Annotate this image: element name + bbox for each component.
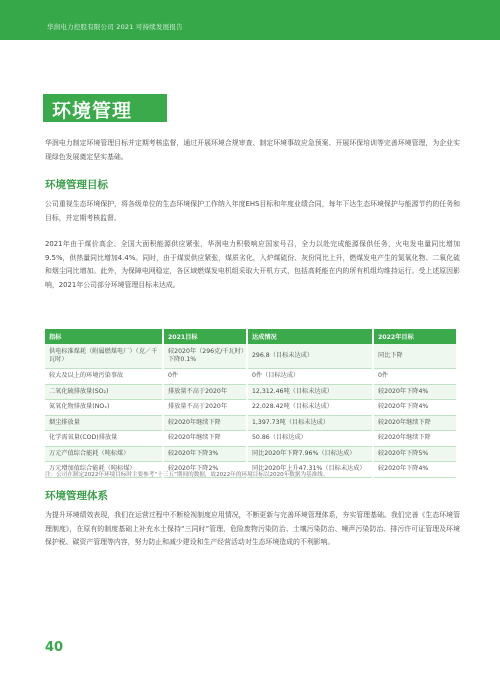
table-row	[45, 431, 457, 447]
table-cell: 较2020年下降4%	[373, 462, 457, 478]
table-cell: 较2020年下降2%	[163, 462, 247, 478]
header-bar	[0, 0, 500, 40]
table-cell: 较2020年下降4%	[373, 384, 457, 400]
table-header-cell: 2022年目标	[373, 329, 457, 344]
table-cell: 同比2020年下降7.96%（目标达成）	[247, 446, 373, 462]
table-row	[45, 384, 457, 400]
table-header-cell: 2021目标	[163, 329, 247, 344]
intro-paragraph: 华润电力制定环境管理目标并定期考核监督，通过开展环境合规审查、制定环境事故应急预案、开展环保培训等完善环境管理，为企业实现绿色发展奠定坚实基础。	[45, 139, 460, 161]
table-cell: 50.86（目标达成）	[247, 431, 373, 447]
section-heading-system: 环境管理体系	[45, 490, 108, 502]
table-cell: 较2020年（296克/千瓦时）下降0.1%	[163, 344, 247, 369]
table-cell: 万元增加值综合能耗（吨标煤）	[45, 462, 163, 478]
table-cell: 较2020年继续下降	[373, 431, 457, 447]
system-paragraph: 为提升环境绩效表现，我们在运营过程中不断检视制度应用情况，不断更新与完善环境管理体系，夯实管理基础。我们完善《生态环境管理制度》，在原有的制度基础上补充水土保持“三同时”管理、危险废物污染防治、土壤污染防治、噪声污染防治、排污许可证管理及环境保护税、碳资产管理等内容，努力防止和减少建设和生产经营活动对生态环境造成的不利影响。	[45, 511, 460, 546]
table-cell: 1,397.73吨（目标未达成）	[247, 415, 373, 431]
table-cell: 较2020年继续下降	[163, 415, 247, 431]
table-cell: 氮氧化物排放量(NOₓ)	[45, 400, 163, 416]
table-note: 注：公司在制定2022年环境目标时主要参考“十三五”期间的数据，故2022年的环境目标以2020年数据为基准线。	[45, 472, 329, 478]
table-cell: 较2020年继续下降	[373, 415, 457, 431]
table-cell: 同比下降	[373, 344, 457, 369]
targets-paragraph-1: 公司重视生态环境保护，将各级单位的生态环境保护工作纳入年度EHS目标和年度业绩合同，每年下达生态环境保护与能源节约的任务和目标，并定期考核监督。	[45, 200, 460, 222]
table-row	[45, 344, 457, 369]
table-cell: 0件（目标达成）	[247, 369, 373, 385]
table-cell: 较2020年下降5%	[373, 446, 457, 462]
page-title: 环境管理	[52, 100, 133, 122]
table-row	[45, 400, 457, 416]
section-heading-targets: 环境管理目标	[45, 179, 108, 191]
table-cell: 较2020年下降3%	[163, 446, 247, 462]
table-cell: 化学需氧量(COD)排放量	[45, 431, 163, 447]
table-cell: 12,312.46吨（目标未达成）	[247, 384, 373, 400]
table-cell: 万元产值综合能耗（吨标煤）	[45, 446, 163, 462]
table-row	[45, 369, 457, 385]
table-cell: 较大及以上的环境污染事故	[45, 369, 163, 385]
table-cell: 296.8（目标未达成）	[247, 344, 373, 369]
table-header-row	[45, 329, 457, 344]
report-header: 华润电力控股有限公司 2021 可持续发展报告	[47, 23, 183, 31]
targets-paragraph-2: 2021年由于煤价高企、全国大面积能源供应紧张，华润电力积极响应国家号召，全力以赴完成能源保供任务，火电发电量同比增加9.5%，供热量同比增加4.4%。同时，由于煤炭供应紧张，煤质劣化，入炉煤硫份、灰份同比上升，燃煤发电产生的氮氧化物、二氧化硫和烟尘同比增加。此外，为保障电网稳定，各区域燃煤发电机组采取大开机方式，包括高耗能在内的所有机组均维持运行。受上述原因影响，2021年公司部分环境管理目标未达成。	[45, 240, 460, 289]
table-cell: 排放量不高于2020年	[163, 400, 247, 416]
table-cell: 较2020年继续下降	[163, 431, 247, 447]
table-cell: 0件	[373, 369, 457, 385]
environment-targets-table	[45, 329, 458, 478]
table-cell: 0件	[163, 369, 247, 385]
table-cell: 22,028.42吨（目标未达成）	[247, 400, 373, 416]
table-cell: 较2020年下降4%	[373, 400, 457, 416]
table-cell: 同比2020年上升47.31%（目标未达成）	[247, 462, 373, 478]
table-cell: 二氧化硫排放量(SO₂)	[45, 384, 163, 400]
table-header-cell: 指标	[45, 329, 163, 344]
page-number: 40	[45, 640, 64, 655]
table-row	[45, 446, 457, 462]
table-cell: 烟尘排放量	[45, 415, 163, 431]
table-cell: 排放量不高于2020年	[163, 384, 247, 400]
table-row	[45, 415, 457, 431]
table-cell: 供电标准煤耗（附属燃煤电厂）（克／千瓦时）	[45, 344, 163, 369]
table-header-cell: 达成情况	[247, 329, 373, 344]
